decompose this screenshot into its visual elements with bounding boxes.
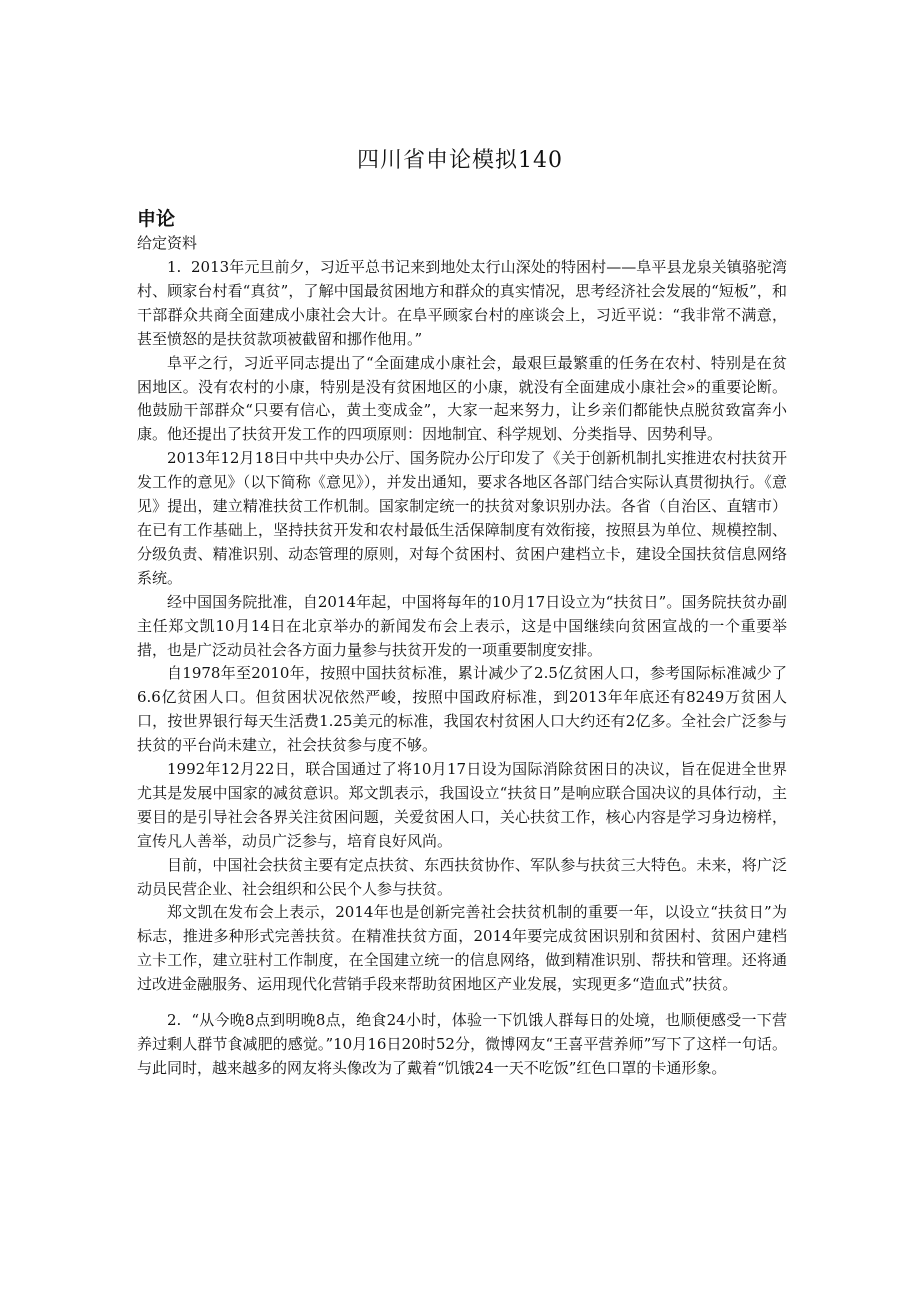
section-heading: 申论 [137,208,176,230]
paragraph: 2. “从今晚8点到明晚8点，绝食24小时，体验一下饥饿人群每日的处境，也顺便感受一下营养过剩人群节食减肥的感觉。”10月16日20时52分，微博网友“王喜平营养师”写下了这样一句话。与此同时，越来越多的网友将头像改为了戴着“饥饿24一天不吃饭”红色口罩的卡通形象。 [137,1011,787,1077]
paragraph: 1992年12月22日，联合国通过了将10月17日设为国际消除贫困日的决议，旨在促进全世界尤其是发展中国家的减贫意识。郑文凯表示，我国设立“扶贫日”是响应联合国决议的具体行动，主要目的是引导社会各界关注贫困问题，关爱贫困人口，关心扶贫工作，核心内容是学习身边榜样，宣传凡人善举，动员广泛参与，培育良好风尚。 [137,760,787,850]
materials-body [137,256,787,1081]
paragraph: 郑文凯在发布会上表示，2014年也是创新完善社会扶贫机制的重要一年，以设立“扶贫日”为标志，推进多种形式完善扶贫。在精准扶贫方面，2014年要完成贫困识别和贫困村、贫困户建档立卡工作，建立驻村工作制度，在全国建立统一的信息网络，做到精准识别、帮扶和管理。还将通过改进金融服务、运用现代化营销手段来帮助贫困地区产业发展，实现更多“造血式”扶贫。 [137,903,787,994]
paragraph: 1. 2013年元旦前夕，习近平总书记来到地处太行山深处的特困村——阜平县龙泉关镇骆驼湾村、顾家台村看“真贫”，了解中国最贫困地方和群众的真实情况，思考经济社会发展的“短板”，和干部群众共商全面建成小康社会大计。在阜平顾家台村的座谈会上，习近平说：“我非常不满意，甚至愤怒的是扶贫款项被截留和挪作他用。” [137,258,787,348]
paragraph: 2013年12月18日中共中央办公厅、国务院办公厅印发了《关于创新机制扎实推进农村扶贫开发工作的意见》（以下简称《意见》），并发出通知，要求各地区各部门结合实际认真贯彻执行。《意见》提出，建立精准扶贫工作机制。国家制定统一的扶贫对象识别办法。各省（自治区、直辖市）在已有工作基础上，坚持扶贫开发和农村最低生活保障制度有效衔接，按照县为单位、规模控制、分级负责、精准识别、动态管理的原则，对每个贫困村、贫困户建档立卡，建设全国扶贫信息网络系统。 [137,449,787,587]
paragraph: 目前，中国社会扶贫主要有定点扶贫、东西扶贫协作、军队参与扶贫三大特色。未来，将广泛动员民营企业、社会组织和公民个人参与扶贫。 [137,855,787,898]
materials-subheading: 给定资料 [137,234,198,252]
paragraph: 自1978年至2010年，按照中国扶贫标准，累计减少了2.5亿贫困人口，参考国际标准减少了6.6亿贫困人口。但贫困状况依然严峻，按照中国政府标准，到2013年年底还有8249万贫困人口，按世界银行每天生活费1.25美元的标准，我国农村贫困人口大约还有2亿多。全社会广泛参与扶贫的平台尚未建立，社会扶贫参与度不够。 [137,664,787,755]
paragraph: 阜平之行，习近平同志提出了“全面建成小康社会，最艰巨最繁重的任务在农村、特别是在贫困地区。没有农村的小康，特别是没有贫困地区的小康，就没有全面建成小康社会»的重要论断。他鼓励干部群众“只要有信心，黄土变成金”，大家一起来努力，让乡亲们都能快点脱贫致富奔小康。他还提出了扶贫开发工作的四项原则：因地制宜、科学规划、分类指导、因势利导。 [137,353,787,444]
paragraph: 经中国国务院批准，自2014年起，中国将每年的10月17日设立为“扶贫日”。国务院扶贫办副主任郑文凯10月14日在北京举办的新闻发布会上表示，这是中国继续向贫困宣战的一个重要举措，也是广泛动员社会各方面力量参与扶贫开发的一项重要制度安排。 [137,592,787,659]
document-title: 四川省申论模拟140 [357,148,563,173]
